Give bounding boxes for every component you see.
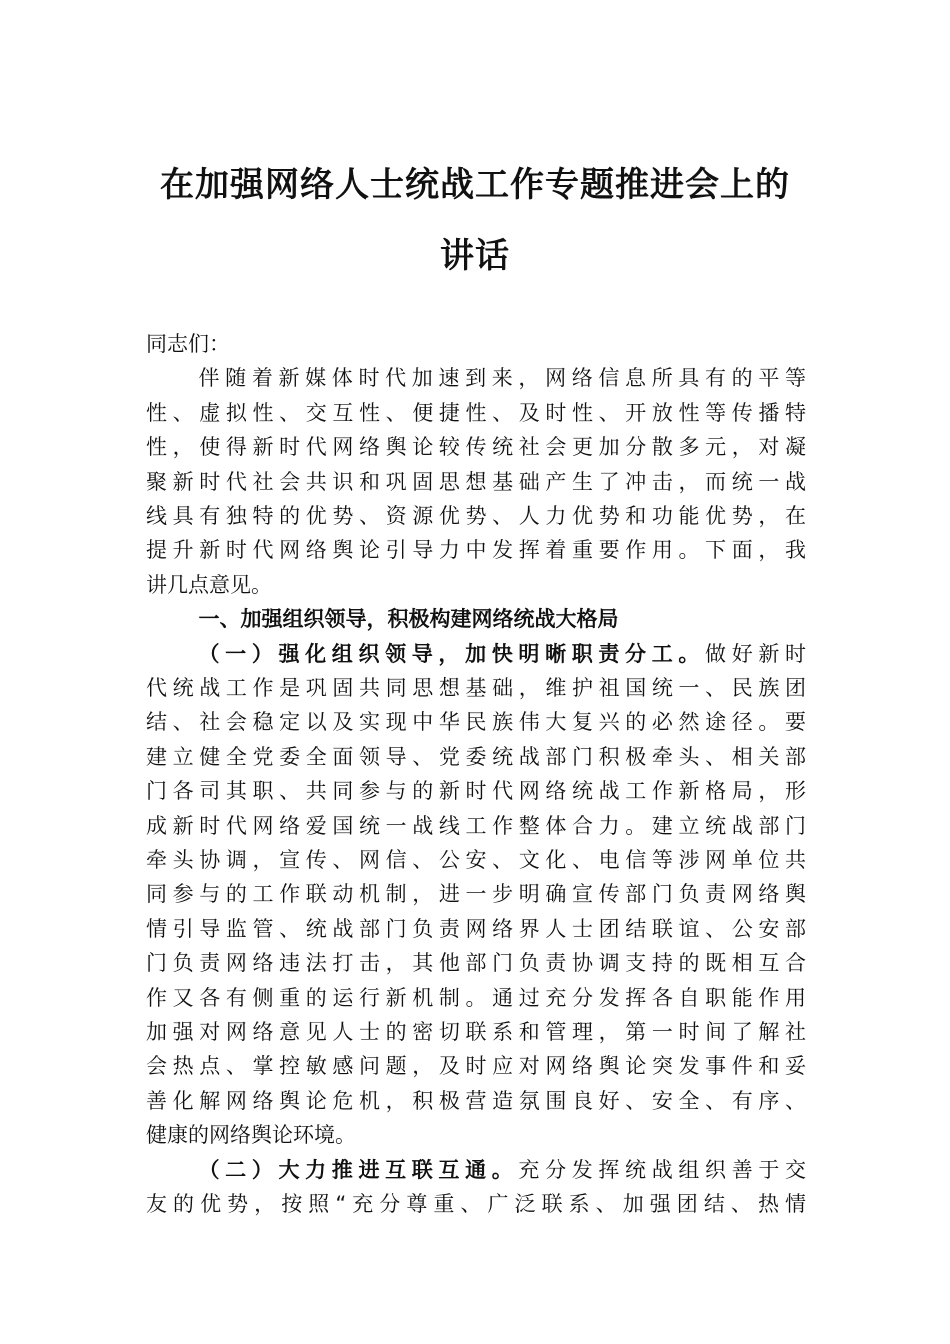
line-text: 同志们： xyxy=(146,332,230,356)
line-text: 情引导监管、统战部门负责网络界人士团结联谊、公安部 xyxy=(146,916,806,941)
line-text: 加强对网络意见人士的密切联系和管理，第一时间了解社 xyxy=(146,1020,806,1044)
line-text: 成新时代网络爱国统一战线工作整体合力。建立统战部门 xyxy=(146,813,806,838)
paragraph-line xyxy=(146,395,806,431)
line-text: 结、社会稳定以及实现中华民族伟大复兴的必然途径。要 xyxy=(146,710,806,735)
line-text: 善化解网络舆论危机，积极营造氛围良好、安全、有序、 xyxy=(146,1088,806,1113)
line-text: 线具有独特的优势、资源优势、人力优势和功能优势，在 xyxy=(146,504,806,528)
paragraph-line xyxy=(146,1083,806,1119)
paragraph-line xyxy=(146,911,806,947)
line-text: 友的优势，按照“充分尊重、广泛联系、加强团结、热情 xyxy=(146,1192,806,1216)
paragraph-line xyxy=(146,739,806,775)
paragraph-line xyxy=(146,945,806,981)
paragraph-line xyxy=(146,429,806,465)
paragraph-line xyxy=(146,1014,806,1050)
paragraph-line xyxy=(199,636,807,672)
paragraph-line xyxy=(146,464,806,500)
paragraph-line xyxy=(146,773,806,809)
line-text: 代统战工作是巩固共同思想基础，维护祖国统一、民族团 xyxy=(146,676,806,700)
line-text: 作又各有侧重的运行新机制。通过充分发挥各自职能作用 xyxy=(146,985,806,1010)
paragraph-line xyxy=(146,842,806,878)
line-text: 性，使得新时代网络舆论较传统社会更加分散多元，对凝 xyxy=(146,435,806,460)
paragraph-line xyxy=(146,1048,806,1084)
section-heading xyxy=(199,601,807,637)
paragraph-line xyxy=(146,532,806,568)
line-text: 建立健全党委全面领导、党委统战部门积极牵头、相关部 xyxy=(146,744,806,769)
line-text: 做好新时 xyxy=(705,641,807,666)
paragraph-line xyxy=(199,1152,807,1188)
paragraph-line xyxy=(146,1186,806,1222)
paragraph-line xyxy=(199,360,807,396)
line-text: 会热点、掌控敏感问题，及时应对网络舆论突发事件和妥 xyxy=(146,1054,806,1079)
paragraph-line xyxy=(146,567,806,603)
line-text: 充分发挥统战组织善于交 xyxy=(518,1157,807,1182)
document-title-line-1: 在加强网络人士统战工作专题推进会上的 xyxy=(160,165,790,205)
paragraph-line xyxy=(146,670,806,706)
line-text: 门各司其职、共同参与的新时代网络统战工作新格局，形 xyxy=(146,779,806,804)
paragraph-line xyxy=(146,980,806,1016)
line-text: 同参与的工作联动机制，进一步明确宣传部门负责网络舆 xyxy=(146,882,806,907)
subsection-heading: （二）大力推进互联互通。 xyxy=(198,1157,519,1182)
subsection-heading: （一）强化组织领导，加快明晰职责分工。 xyxy=(198,641,706,666)
line-text: 健康的网络舆论环境。 xyxy=(146,1123,356,1148)
line-text: 性、虚拟性、交互性、便捷性、及时性、开放性等传播特 xyxy=(146,400,806,425)
line-text: 一、加强组织领导，积极构建网络统战大格局 xyxy=(198,607,619,632)
line-text: 门负责网络违法打击，其他部门负责协调支持的既相互合 xyxy=(146,951,806,976)
paragraph-line xyxy=(146,704,806,740)
paragraph-line xyxy=(146,326,806,362)
line-text: 提升新时代网络舆论引导力中发挥着重要作用。下面，我 xyxy=(146,538,806,563)
line-text: 伴随着新媒体时代加速到来，网络信息所具有的平等 xyxy=(198,366,806,391)
paragraph-line xyxy=(146,876,806,912)
paragraph-line xyxy=(146,1117,806,1153)
paragraph-line xyxy=(146,498,806,534)
line-text: 讲几点意见。 xyxy=(146,572,272,597)
document-title-line-2: 讲话 xyxy=(440,236,510,276)
paragraph-line xyxy=(146,808,806,844)
line-text: 聚新时代社会共识和巩固思想基础产生了冲击，而统一战 xyxy=(146,469,806,494)
line-text: 牵头协调，宣传、网信、公安、文化、电信等涉网单位共 xyxy=(146,848,806,872)
